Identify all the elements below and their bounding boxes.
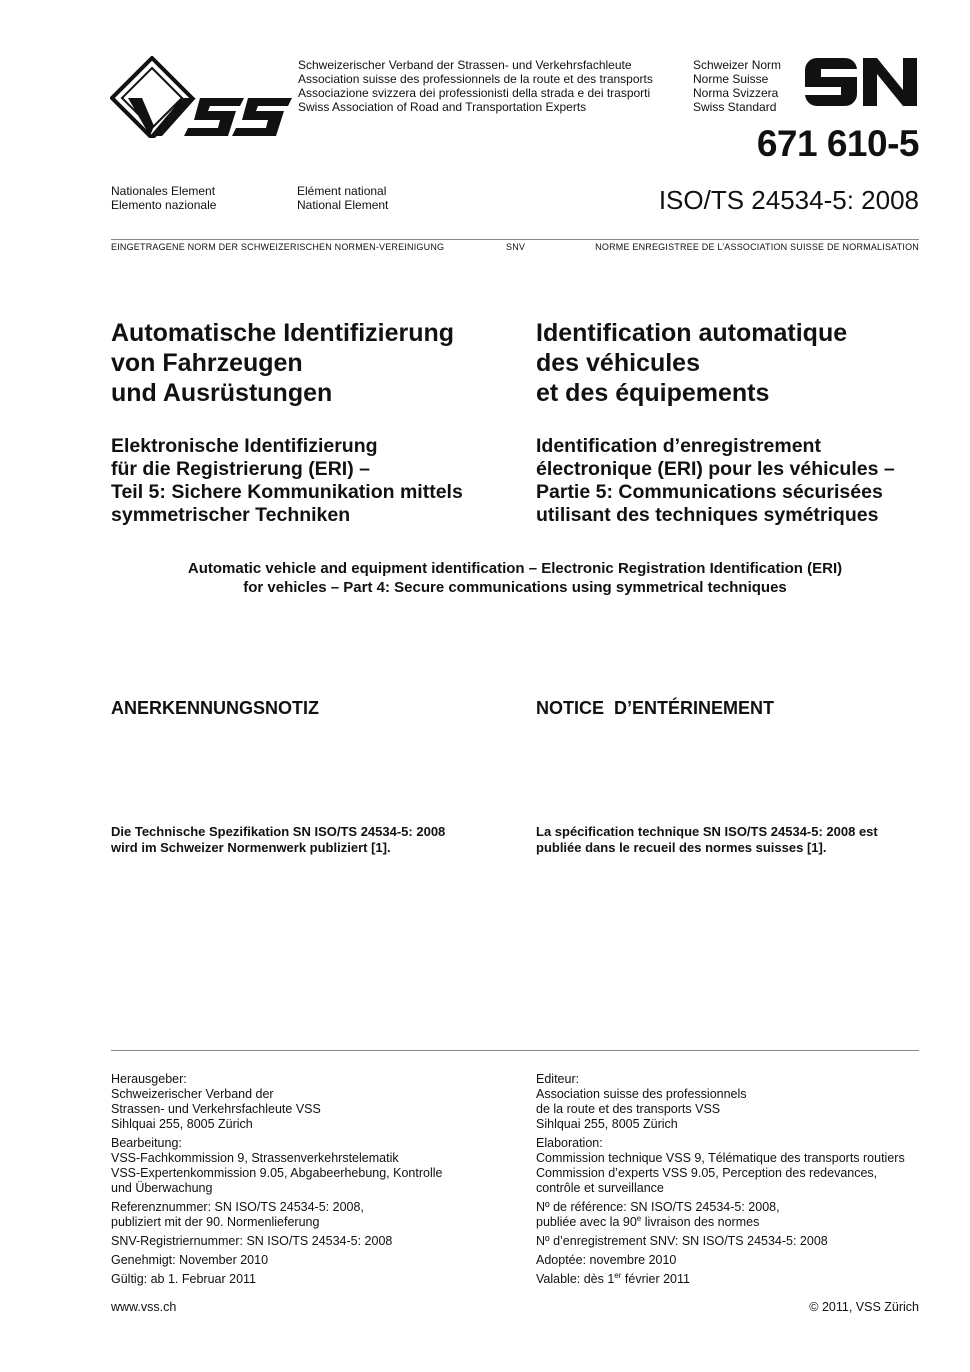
website-link[interactable]: www.vss.ch	[111, 1300, 177, 1314]
norm-label-de: Schweizer Norm	[693, 58, 782, 72]
title-de-line: von Fahrzeugen	[111, 349, 303, 377]
editing-line: und Überwachung	[111, 1181, 213, 1195]
norm-labels	[693, 58, 803, 114]
iso-number: ISO/TS 24534-5: 2008	[658, 185, 919, 215]
norm-label-en: Swiss Standard	[693, 100, 777, 114]
publisher-label: Herausgeber:	[111, 1072, 187, 1086]
registry-snv: SNV	[506, 242, 526, 252]
validity-date	[536, 1272, 936, 1287]
subtitle-de	[111, 435, 531, 527]
reference-line	[536, 1215, 936, 1230]
reference-line: Referenznummer: SN ISO/TS 24534-5: 2008,	[111, 1200, 364, 1214]
registry-right: NORME ENREGISTREE DE L’ASSOCIATION SUISSE DE NORMALISATION	[595, 242, 919, 252]
subtitle-fr-line: électronique (ERI) pour les véhicules –	[536, 458, 895, 480]
element-label-fr: Elément national	[297, 184, 387, 198]
snv-registration: SNV-Registriernummer: SN ISO/TS 24534-5: 2008	[111, 1234, 393, 1248]
ordinal-suffix: e	[636, 1213, 642, 1223]
publisher-line: Schweizerischer Verband der	[111, 1087, 274, 1101]
footer-de	[111, 1072, 511, 1287]
notice-text-de-line: Die Technische Spezifikation SN ISO/TS 24534-5: 2008	[111, 824, 446, 839]
association-line-fr: Association suisse des professionnels de la route et des transports	[298, 72, 653, 86]
notice-heading-fr: NOTICE D’ENTÉRINEMENT	[536, 698, 775, 718]
reference-line: Nº de référence: SN ISO/TS 24534-5: 2008,	[536, 1200, 780, 1214]
element-label-en: National Element	[297, 198, 389, 212]
registry-divider	[111, 239, 919, 240]
element-label-left	[111, 184, 291, 212]
subtitle-de-line: symmetrischer Techniken	[111, 504, 351, 526]
reference-text: livraison des normes	[641, 1215, 760, 1229]
association-names	[298, 58, 688, 114]
publisher-line: Strassen- und Verkehrsfachleute VSS	[111, 1102, 321, 1116]
title-en-line: for vehicles – Part 4: Secure communications using symmetrical techniques	[243, 579, 787, 596]
approval-date: Adoptée: novembre 2010	[536, 1253, 677, 1267]
sn-logo	[803, 56, 919, 108]
registry-left: EINGETRAGENE NORM DER SCHWEIZERISCHEN NORMEN-VEREINIGUNG	[111, 242, 445, 252]
editing-line: contrôle et surveillance	[536, 1181, 664, 1195]
publisher-line: de la route et des transports VSS	[536, 1102, 721, 1116]
subtitle-fr-line: Identification d’enregistrement	[536, 435, 821, 457]
norm-number: 671 610-5	[756, 123, 919, 164]
title-fr-line: et des équipements	[536, 379, 770, 407]
notice-text-de-line: wird im Schweizer Normenwerk publiziert [1].	[111, 840, 391, 855]
subtitle-fr	[536, 435, 956, 527]
element-label-de: Nationales Element	[111, 184, 216, 198]
title-de-line: Automatische Identifizierung	[111, 319, 455, 347]
title-en	[80, 559, 950, 597]
footer-divider	[111, 1050, 919, 1051]
editing-line: Commission d’experts VSS 9.05, Perception des redevances,	[536, 1166, 878, 1180]
association-line-it: Associazione svizzera dei professionisti della strada e dei trasporti	[298, 86, 651, 100]
subtitle-de-line: Teil 5: Sichere Kommunikation mittels	[111, 481, 463, 503]
title-fr-line: Identification automatique	[536, 319, 848, 347]
title-de	[111, 318, 521, 408]
publisher-label: Editeur:	[536, 1072, 580, 1086]
title-en-line: Automatic vehicle and equipment identification – Electronic Registration Identification (ERI)	[187, 560, 843, 577]
reference-line: publiziert mit der 90. Normenlieferung	[111, 1215, 320, 1229]
notice-text-fr-line: publiée dans le recueil des normes suisses [1].	[536, 840, 827, 855]
editing-label: Bearbeitung:	[111, 1136, 182, 1150]
vss-logo	[110, 56, 292, 138]
ordinal-suffix: er	[614, 1270, 622, 1280]
element-label-mid	[297, 184, 477, 212]
footer-fr	[536, 1072, 936, 1287]
notice-heading-de: ANERKENNUNGSNOTIZ	[111, 698, 320, 718]
validity-text: Valable: dès 1	[536, 1272, 615, 1286]
element-label-it: Elemento nazionale	[111, 198, 217, 212]
publisher-line: Sihlquai 255, 8005 Zürich	[536, 1117, 678, 1131]
subtitle-de-line: für die Registrierung (ERI) –	[111, 458, 370, 480]
reference-text: publiée avec la 90	[536, 1215, 637, 1229]
editing-line: Commission technique VSS 9, Télématique des transports routiers	[536, 1151, 905, 1165]
publisher-line: Sihlquai 255, 8005 Zürich	[111, 1117, 253, 1131]
subtitle-fr-line: Partie 5: Communications sécurisées	[536, 481, 883, 503]
title-fr	[536, 318, 936, 408]
norm-label-fr: Norme Suisse	[693, 72, 769, 86]
publisher-line: Association suisse des professionnels	[536, 1087, 747, 1101]
copyright: © 2011, VSS Zürich	[809, 1300, 919, 1314]
validity-text: février 2011	[621, 1272, 690, 1286]
association-line-en: Swiss Association of Road and Transportation Experts	[298, 100, 587, 114]
notice-text-fr-line: La spécification technique SN ISO/TS 24534-5: 2008 est	[536, 824, 878, 839]
association-line-de: Schweizerischer Verband der Strassen- und Verkehrsfachleute	[298, 58, 632, 72]
approval-date: Genehmigt: November 2010	[111, 1253, 269, 1267]
title-de-line: und Ausrüstungen	[111, 379, 333, 407]
editing-label: Elaboration:	[536, 1136, 603, 1150]
subtitle-de-line: Elektronische Identifizierung	[111, 435, 378, 457]
snv-registration: Nº d’enregistrement SNV: SN ISO/TS 24534-5: 2008	[536, 1234, 828, 1248]
validity-date: Gültig: ab 1. Februar 2011	[111, 1272, 256, 1286]
notice-text-de	[111, 824, 521, 856]
notice-text-fr	[536, 824, 946, 856]
title-fr-line: des véhicules	[536, 349, 700, 377]
norm-label-it: Norma Svizzera	[693, 86, 779, 100]
editing-line: VSS-Expertenkommission 9.05, Abgabeerhebung, Kontrolle	[111, 1166, 443, 1180]
subtitle-fr-line: utilisant des techniques symétriques	[536, 504, 879, 526]
editing-line: VSS-Fachkommission 9, Strassenverkehrstelematik	[111, 1151, 399, 1165]
